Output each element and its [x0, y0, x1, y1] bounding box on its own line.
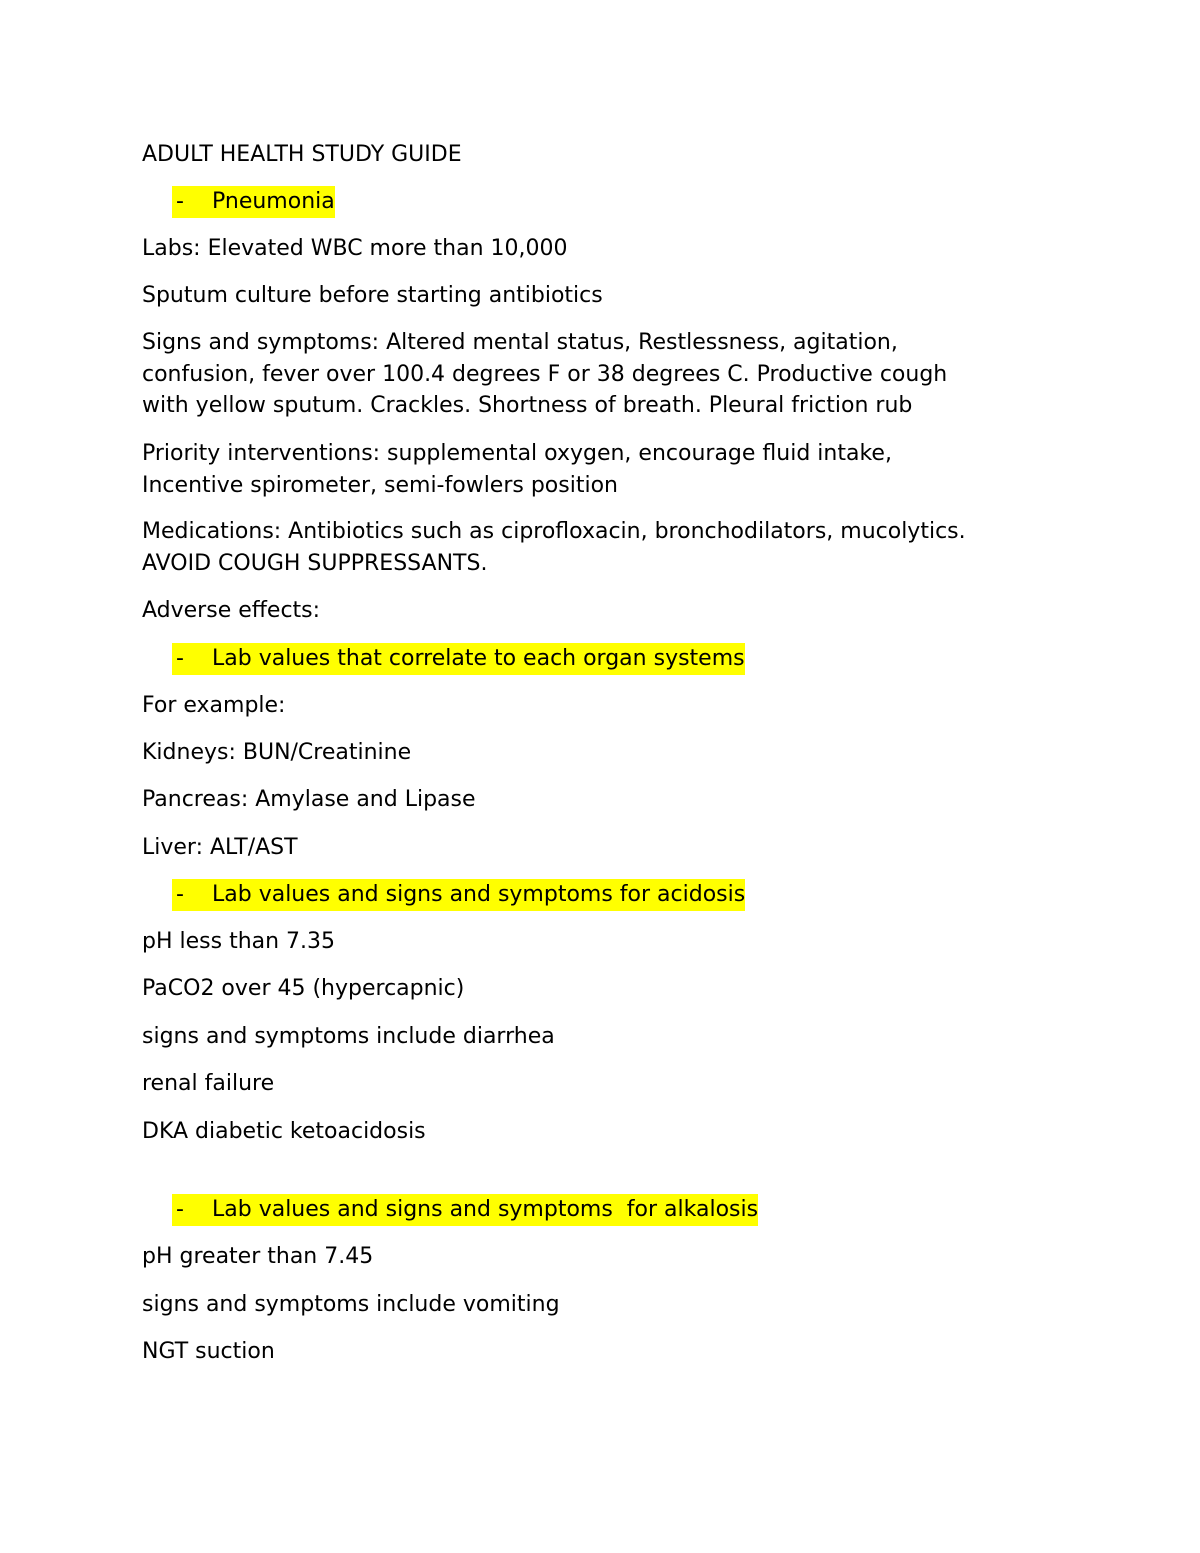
organ-kidneys: Kidneys: BUN/Creatinine	[142, 740, 412, 765]
alkalosis-signs: signs and symptoms include vomiting	[142, 1292, 560, 1317]
heading-text: Pneumonia	[212, 189, 335, 214]
heading-organ-labs	[172, 643, 745, 675]
pneumonia-interventions: Priority interventions: supplemental oxygen, encourage fluid intake, Incentive spirometer, semi-fowlers position	[142, 441, 892, 498]
heading-acidosis	[172, 879, 745, 911]
highlighted-heading	[172, 879, 745, 911]
pneumonia-medications: Medications: Antibiotics such as ciprofloxacin, bronchodilators, mucolytics. AVOID COUGH SUPPRESSANTS.	[142, 519, 966, 576]
acidosis-dka: DKA diabetic ketoacidosis	[142, 1119, 426, 1144]
bullet-dash: -	[176, 882, 184, 907]
highlighted-heading	[172, 1194, 758, 1226]
heading-alkalosis	[172, 1194, 758, 1226]
heading-text: Lab values that correlate to each organ systems	[212, 646, 745, 671]
heading-pneumonia	[172, 186, 335, 218]
acidosis-paco2: PaCO2 over 45 (hypercapnic)	[142, 976, 465, 1001]
alkalosis-ngt: NGT suction	[142, 1339, 275, 1364]
organ-pancreas: Pancreas: Amylase and Lipase	[142, 787, 476, 812]
bullet-dash: -	[176, 189, 184, 214]
pneumonia-labs: Labs: Elevated WBC more than 10,000	[142, 236, 568, 261]
organ-example: For example:	[142, 693, 286, 718]
bullet-dash: -	[176, 646, 184, 671]
organ-liver: Liver: ALT/AST	[142, 835, 298, 860]
document-title: ADULT HEALTH STUDY GUIDE	[142, 142, 462, 167]
alkalosis-ph: pH greater than 7.45	[142, 1244, 374, 1269]
pneumonia-signs: Signs and symptoms: Altered mental status, Restlessness, agitation, confusion, fever over 100.4 degrees F or 38 degrees C. Productive cough with yellow sputum. Crackles. Shortness of breath. Pleural friction rub	[142, 330, 948, 418]
highlighted-heading	[172, 643, 745, 675]
bullet-dash: -	[176, 1197, 184, 1222]
highlighted-heading	[172, 186, 335, 218]
pneumonia-adverse: Adverse effects:	[142, 598, 321, 623]
acidosis-renal: renal failure	[142, 1071, 275, 1096]
acidosis-signs: signs and symptoms include diarrhea	[142, 1024, 555, 1049]
acidosis-ph: pH less than 7.35	[142, 929, 336, 954]
heading-text: Lab values and signs and symptoms for alkalosis	[212, 1197, 759, 1222]
heading-text: Lab values and signs and symptoms for acidosis	[212, 882, 746, 907]
pneumonia-sputum: Sputum culture before starting antibiotics	[142, 283, 603, 308]
